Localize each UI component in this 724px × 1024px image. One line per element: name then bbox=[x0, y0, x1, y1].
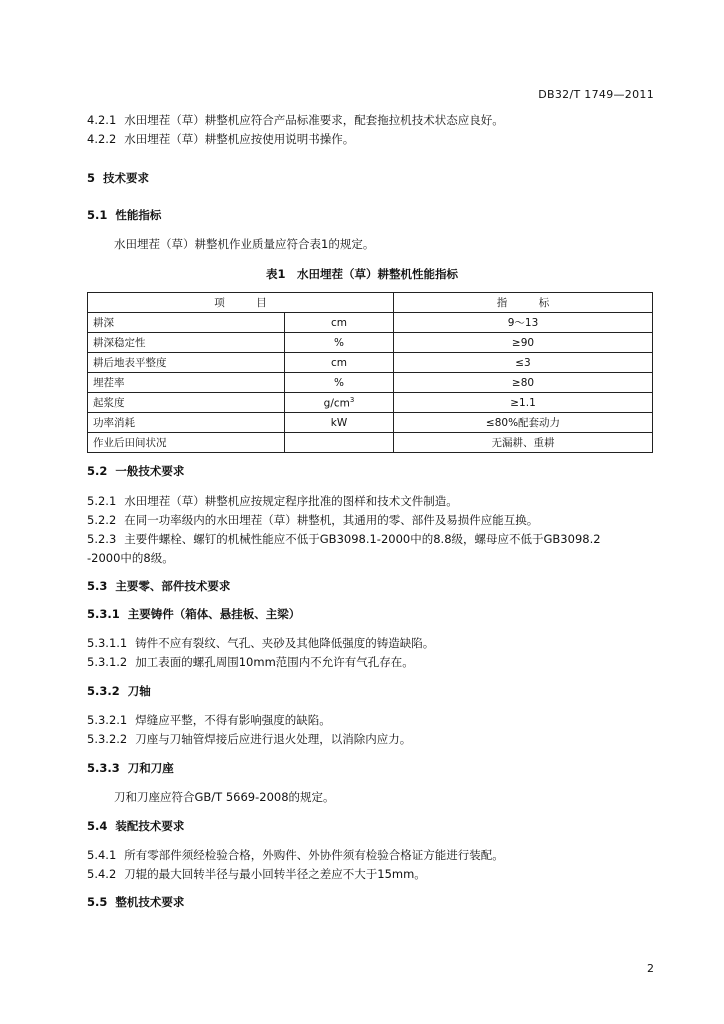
clause-text: 水田埋茬（草）耕整机应按使用说明书操作。 bbox=[124, 132, 355, 146]
row-item: 耕后地表平整度 bbox=[88, 353, 285, 373]
section-5-heading bbox=[87, 170, 149, 186]
row-item: 耕深稳定性 bbox=[88, 333, 285, 353]
unit-superscript: 3 bbox=[349, 395, 355, 404]
row-item: 起浆度 bbox=[88, 393, 285, 413]
section-title: 装配技术要求 bbox=[115, 819, 185, 833]
row-unit: cm bbox=[285, 353, 394, 373]
row-unit bbox=[285, 393, 394, 413]
page-number: 2 bbox=[647, 962, 654, 975]
clause-text: 所有零部件须经检验合格，外购件、外协件须有检验合格证方能进行装配。 bbox=[124, 848, 504, 862]
clause-number: 5.3.1.2 bbox=[87, 655, 128, 669]
section-number: 5.5 bbox=[87, 895, 108, 909]
clause-5-3-2-2 bbox=[87, 731, 411, 747]
row-unit: cm bbox=[285, 313, 394, 333]
clause-number: 5.3.2.2 bbox=[87, 732, 128, 746]
clause-5-4-1 bbox=[87, 847, 504, 863]
section-number: 5.3.1 bbox=[87, 607, 120, 621]
section-5-3-3-paragraph: 刀和刀座应符合GB/T 5669-2008的规定。 bbox=[114, 790, 335, 804]
section-title: 主要零、部件技术要求 bbox=[115, 579, 231, 593]
clause-text: 铸件不应有裂纹、气孔、夹砂及其他降低强度的铸造缺陷。 bbox=[135, 636, 435, 650]
clause-text: 焊缝应平整，不得有影响强度的缺陷。 bbox=[135, 713, 331, 727]
section-number: 5.1 bbox=[87, 208, 108, 222]
section-title: 整机技术要求 bbox=[115, 895, 185, 909]
section-title: 一般技术要求 bbox=[115, 464, 185, 478]
clause-number: 5.2.3 bbox=[87, 532, 117, 546]
row-value: 9～13 bbox=[394, 313, 653, 333]
row-value: ≥90 bbox=[394, 333, 653, 353]
table-row bbox=[88, 353, 653, 373]
clause-number: 4.2.1 bbox=[87, 113, 117, 127]
table-row bbox=[88, 373, 653, 393]
clause-number: 5.2.2 bbox=[87, 513, 117, 527]
unit-text: g/cm bbox=[323, 397, 350, 410]
clause-number: 5.2.1 bbox=[87, 494, 117, 508]
performance-table bbox=[87, 292, 653, 453]
document-number: DB32/T 1749—2011 bbox=[538, 88, 654, 101]
row-unit: kW bbox=[285, 413, 394, 433]
section-number: 5.3 bbox=[87, 579, 108, 593]
row-item: 功率消耗 bbox=[88, 413, 285, 433]
section-number: 5.3.3 bbox=[87, 761, 120, 775]
row-value: ≤80%配套动力 bbox=[394, 413, 653, 433]
row-value: ≥80 bbox=[394, 373, 653, 393]
clause-5-3-1-1 bbox=[87, 635, 434, 651]
section-5-3-heading bbox=[87, 578, 230, 594]
section-5-4-heading bbox=[87, 818, 184, 834]
clause-text: 水田埋茬（草）耕整机应按规定程序批准的图样和技术文件制造。 bbox=[124, 494, 458, 508]
clause-number: 5.3.1.1 bbox=[87, 636, 128, 650]
section-5-3-1-heading bbox=[87, 606, 300, 622]
section-title: 主要铸件（箱体、悬挂板、主梁） bbox=[127, 607, 301, 621]
section-title: 刀轴 bbox=[127, 684, 151, 698]
section-5-3-3-heading bbox=[87, 760, 174, 776]
table-row bbox=[88, 393, 653, 413]
table-row bbox=[88, 313, 653, 333]
table-header-row bbox=[88, 293, 653, 313]
section-5-1-heading bbox=[87, 207, 161, 223]
clause-text: 加工表面的螺孔周围10mm范围内不允许有气孔存在。 bbox=[135, 655, 414, 669]
section-5-2-heading bbox=[87, 463, 184, 479]
row-unit: % bbox=[285, 333, 394, 353]
clause-number: 4.2.2 bbox=[87, 132, 117, 146]
clause-5-2-2 bbox=[87, 512, 538, 528]
header-value: 指 标 bbox=[394, 293, 653, 313]
clause-text: 刀辊的最大回转半径与最小回转半径之差应不大于15mm。 bbox=[124, 867, 426, 881]
clause-text: 主要件螺栓、螺钉的机械性能应不低于GB3098.1-2000中的8.8级，螺母应不低于GB3098.2 bbox=[124, 532, 601, 546]
clause-number: 5.4.1 bbox=[87, 848, 117, 862]
clause-number: 5.4.2 bbox=[87, 867, 117, 881]
clause-5-4-2 bbox=[87, 866, 426, 882]
clause-5-2-1 bbox=[87, 493, 458, 509]
row-value: ≤3 bbox=[394, 353, 653, 373]
row-value: ≥1.1 bbox=[394, 393, 653, 413]
section-title: 刀和刀座 bbox=[127, 761, 174, 775]
clause-text: 刀座与刀轴管焊接后应进行退火处理，以消除内应力。 bbox=[135, 732, 412, 746]
table-row bbox=[88, 433, 653, 453]
clause-5-3-1-2 bbox=[87, 654, 414, 670]
table-caption: 表1 水田埋茬（草）耕整机性能指标 bbox=[266, 267, 458, 281]
row-item: 耕深 bbox=[88, 313, 285, 333]
row-item: 作业后田间状况 bbox=[88, 433, 285, 453]
table-row bbox=[88, 333, 653, 353]
section-number: 5.3.2 bbox=[87, 684, 120, 698]
row-unit: % bbox=[285, 373, 394, 393]
section-number: 5 bbox=[87, 171, 96, 185]
clause-text: 水田埋茬（草）耕整机应符合产品标准要求，配套拖拉机技术状态应良好。 bbox=[124, 113, 504, 127]
section-number: 5.4 bbox=[87, 819, 108, 833]
row-value: 无漏耕、重耕 bbox=[394, 433, 653, 453]
table-row bbox=[88, 413, 653, 433]
clause-4-2-1 bbox=[87, 112, 504, 128]
clause-5-2-3 bbox=[87, 531, 601, 547]
section-title: 技术要求 bbox=[103, 171, 150, 185]
clause-text: 在同一功率级内的水田埋茬（草）耕整机，其通用的零、部件及易损件应能互换。 bbox=[124, 513, 539, 527]
section-title: 性能指标 bbox=[115, 208, 162, 222]
clause-5-2-3-continuation: -2000中的8级。 bbox=[87, 551, 174, 565]
clause-5-3-2-1 bbox=[87, 712, 331, 728]
row-unit bbox=[285, 433, 394, 453]
clause-number: 5.3.2.1 bbox=[87, 713, 128, 727]
section-5-5-heading bbox=[87, 894, 184, 910]
section-5-3-2-heading bbox=[87, 683, 151, 699]
clause-4-2-2 bbox=[87, 131, 354, 147]
row-item: 埋茬率 bbox=[88, 373, 285, 393]
section-number: 5.2 bbox=[87, 464, 108, 478]
header-item: 项 目 bbox=[88, 293, 394, 313]
section-5-1-paragraph: 水田埋茬（草）耕整机作业质量应符合表1的规定。 bbox=[114, 237, 375, 251]
